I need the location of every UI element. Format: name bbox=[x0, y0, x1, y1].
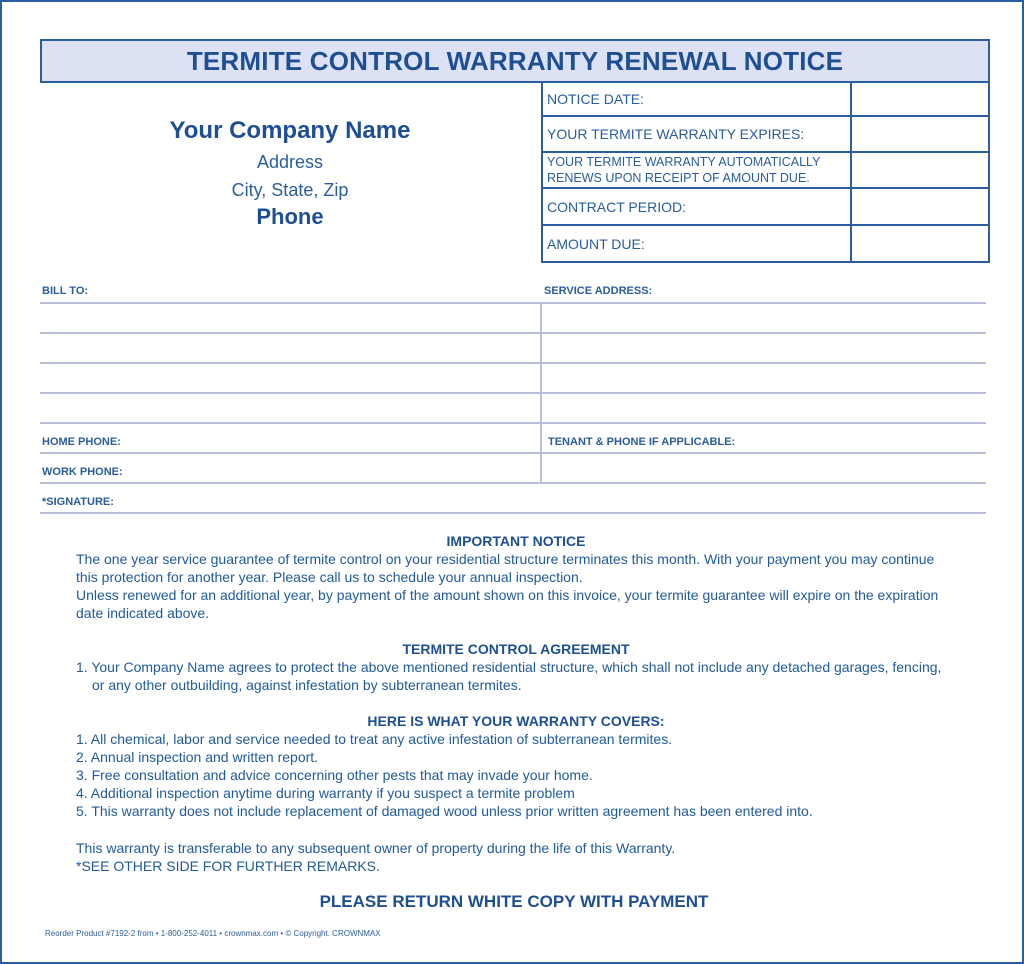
amount-due-field[interactable] bbox=[852, 226, 988, 261]
coverage-item: 5. This warranty does not include replacement of damaged wood unless prior written agreement has been entered into. bbox=[76, 803, 813, 819]
company-phone: Phone bbox=[256, 204, 324, 229]
info-label: NOTICE DATE: bbox=[543, 82, 852, 115]
signature-label: *SIGNATURE: bbox=[42, 496, 114, 508]
signature-line[interactable] bbox=[40, 512, 986, 514]
info-row-notice-date bbox=[543, 82, 988, 115]
contract-period-field[interactable] bbox=[852, 189, 988, 224]
notice-info-table bbox=[541, 82, 990, 263]
company-city-state-zip: City, State, Zip bbox=[231, 180, 349, 200]
bill-to-line-2[interactable] bbox=[40, 362, 986, 364]
info-label: YOUR TERMITE WARRANTY EXPIRES: bbox=[543, 117, 852, 151]
form-title: TERMITE CONTROL WARRANTY RENEWAL NOTICE bbox=[186, 45, 844, 76]
coverage-section bbox=[76, 712, 956, 820]
form-rule bbox=[40, 302, 986, 304]
notice-paragraph: Unless renewed for an additional year, by payment of the amount shown on this invoice, your termite guarantee will expire on the expiration date indicated above. bbox=[76, 587, 939, 621]
transfer-note: This warranty is transferable to any subsequent owner of property during the life of this Warranty. bbox=[76, 840, 676, 856]
remarks-note: *SEE OTHER SIDE FOR FURTHER REMARKS. bbox=[76, 858, 380, 874]
home-phone-line[interactable] bbox=[40, 452, 986, 454]
return-note: PLEASE RETURN WHITE COPY WITH PAYMENT bbox=[319, 892, 709, 911]
title-banner bbox=[40, 39, 990, 83]
company-name: Your Company Name bbox=[169, 117, 411, 144]
info-label: AMOUNT DUE: bbox=[543, 226, 852, 261]
info-row-amount-due bbox=[543, 224, 988, 261]
home-phone-label: HOME PHONE: bbox=[42, 436, 121, 448]
coverage-item: 1. All chemical, labor and service needed to treat any active infestation of subterranean termites. bbox=[76, 731, 673, 747]
important-notice-heading: IMPORTANT NOTICE bbox=[446, 533, 586, 549]
work-phone-label: WORK PHONE: bbox=[42, 466, 123, 478]
column-divider bbox=[540, 302, 542, 484]
bill-to-label: BILL TO: bbox=[42, 285, 89, 297]
company-address: Address bbox=[256, 152, 324, 172]
warranty-expires-field[interactable] bbox=[852, 117, 988, 151]
agreement-item: 1. Your Company Name agrees to protect the above mentioned residential structure, which shall not include any detached garages, fencing, or any other outbuilding, against infestation by subterranean termites. bbox=[76, 659, 942, 693]
agreement-section bbox=[76, 640, 956, 694]
info-label: YOUR TERMITE WARRANTY AUTOMATICALLY RENEWS UPON RECEIPT OF AMOUNT DUE. bbox=[543, 153, 852, 187]
info-row-auto-renew bbox=[543, 151, 988, 187]
tenant-phone-label: TENANT & PHONE IF APPLICABLE: bbox=[548, 436, 736, 448]
notice-paragraph: The one year service guarantee of termite control on your residential structure terminates this month. With your payment you may continue this protection for another year. Please call us to schedule your annual inspection. bbox=[76, 551, 935, 585]
agreement-heading: TERMITE CONTROL AGREEMENT bbox=[402, 641, 630, 657]
bill-to-line-4[interactable] bbox=[40, 422, 986, 424]
reorder-footer: Reorder Product #7192-2 from • 1-800-252-4011 • crownmax.com • © Copyright. CROWNMAX bbox=[45, 929, 381, 938]
important-notice-section bbox=[76, 532, 956, 622]
info-label: CONTRACT PERIOD: bbox=[543, 189, 852, 224]
info-row-warranty-expires bbox=[543, 115, 988, 151]
work-phone-line[interactable] bbox=[40, 482, 986, 484]
bill-to-line-3[interactable] bbox=[40, 392, 986, 394]
coverage-item: 3. Free consultation and advice concerning other pests that may invade your home. bbox=[76, 767, 593, 783]
info-row-contract-period bbox=[543, 187, 988, 224]
coverage-heading: HERE IS WHAT YOUR WARRANTY COVERS: bbox=[367, 713, 665, 729]
coverage-item: 4. Additional inspection anytime during warranty if you suspect a termite problem bbox=[76, 785, 575, 801]
bill-to-line-1[interactable] bbox=[40, 332, 986, 334]
notice-date-field[interactable] bbox=[852, 82, 988, 115]
auto-renew-field[interactable] bbox=[852, 153, 988, 187]
company-block bbox=[40, 114, 540, 230]
coverage-item: 2. Annual inspection and written report. bbox=[76, 749, 319, 765]
service-address-label: SERVICE ADDRESS: bbox=[544, 285, 653, 297]
transfer-section bbox=[76, 839, 956, 875]
